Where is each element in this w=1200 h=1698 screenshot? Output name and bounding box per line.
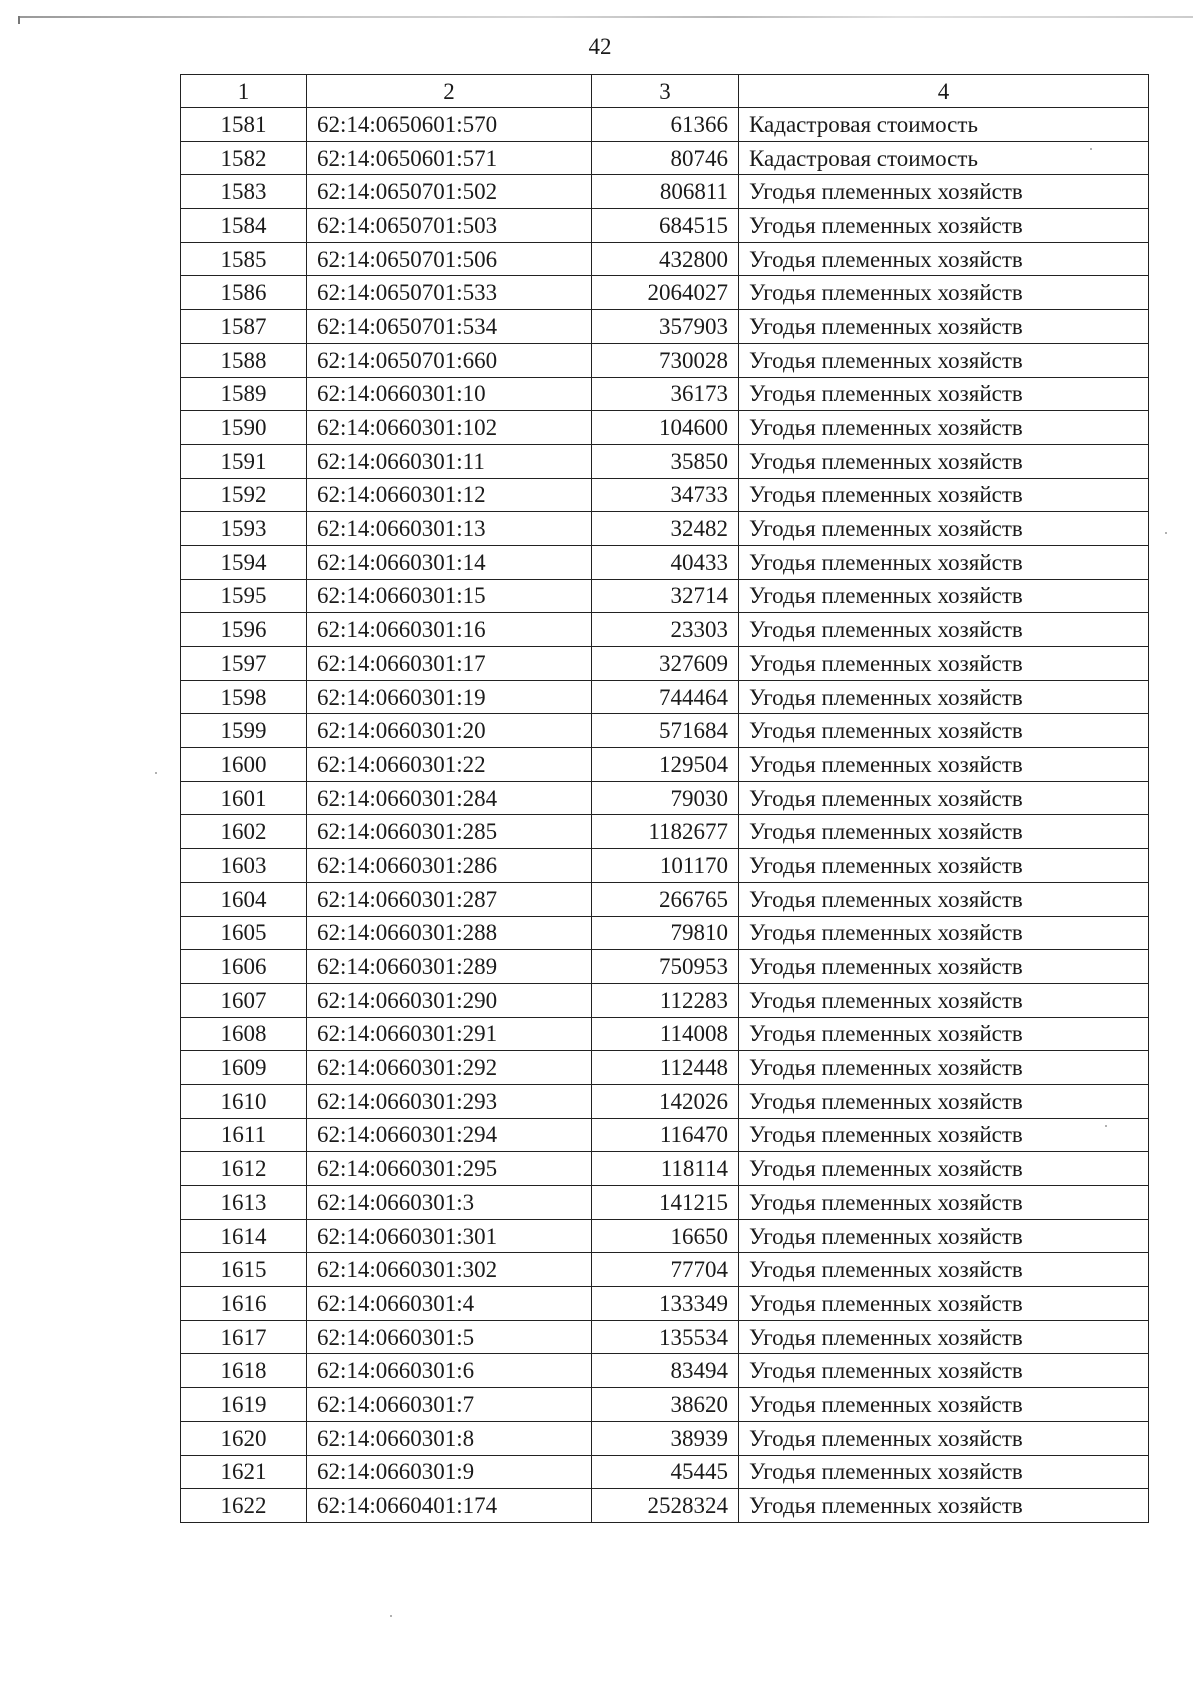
table-row (181, 1421, 1149, 1455)
cadastral-value: 45445 (592, 1455, 739, 1489)
row-number: 1589 (181, 377, 307, 411)
cadastral-number: 62:14:0660301:17 (307, 647, 592, 681)
row-number: 1616 (181, 1287, 307, 1321)
land-category: Угодья племенных хозяйств (739, 512, 1149, 546)
table-row (181, 1287, 1149, 1321)
row-number: 1588 (181, 343, 307, 377)
cadastral-value: 327609 (592, 647, 739, 681)
table-row (181, 1219, 1149, 1253)
cadastral-value: 61366 (592, 108, 739, 142)
row-number: 1604 (181, 882, 307, 916)
cadastral-number: 62:14:0660301:288 (307, 916, 592, 950)
cadastral-value: 1182677 (592, 815, 739, 849)
cadastral-value: 684515 (592, 209, 739, 243)
row-number: 1597 (181, 647, 307, 681)
cadastral-value: 133349 (592, 1287, 739, 1321)
land-category: Угодья племенных хозяйств (739, 175, 1149, 209)
cadastral-value: 116470 (592, 1118, 739, 1152)
table-row (181, 377, 1149, 411)
row-number: 1609 (181, 1051, 307, 1085)
table-row (181, 1354, 1149, 1388)
row-number: 1608 (181, 1017, 307, 1051)
land-category: Угодья племенных хозяйств (739, 276, 1149, 310)
scan-speck (390, 1615, 392, 1617)
cadastral-number: 62:14:0660301:291 (307, 1017, 592, 1051)
cadastral-number: 62:14:0660301:287 (307, 882, 592, 916)
row-number: 1592 (181, 478, 307, 512)
table-row (181, 815, 1149, 849)
land-category: Угодья племенных хозяйств (739, 1354, 1149, 1388)
cadastral-number: 62:14:0660301:5 (307, 1320, 592, 1354)
cadastral-value: 432800 (592, 242, 739, 276)
cadastral-number: 62:14:0660301:293 (307, 1084, 592, 1118)
table-row (181, 108, 1149, 142)
scan-speck (1090, 148, 1092, 150)
cadastral-value: 129504 (592, 748, 739, 782)
cadastral-value: 730028 (592, 343, 739, 377)
land-category: Угодья племенных хозяйств (739, 1388, 1149, 1422)
cadastral-number: 62:14:0660301:4 (307, 1287, 592, 1321)
cadastral-number: 62:14:0650601:571 (307, 141, 592, 175)
land-category: Угодья племенных хозяйств (739, 579, 1149, 613)
land-category: Угодья племенных хозяйств (739, 748, 1149, 782)
land-category: Угодья племенных хозяйств (739, 377, 1149, 411)
row-number: 1585 (181, 242, 307, 276)
cadastral-value: 79810 (592, 916, 739, 950)
land-category: Угодья племенных хозяйств (739, 310, 1149, 344)
land-parcel-table (180, 74, 1149, 1523)
land-category: Угодья племенных хозяйств (739, 950, 1149, 984)
scan-speck (155, 772, 157, 774)
land-category: Угодья племенных хозяйств (739, 781, 1149, 815)
land-category: Угодья племенных хозяйств (739, 1186, 1149, 1220)
row-number: 1590 (181, 411, 307, 445)
row-number: 1596 (181, 613, 307, 647)
cadastral-number: 62:14:0650701:506 (307, 242, 592, 276)
cadastral-number: 62:14:0660301:286 (307, 849, 592, 883)
cadastral-number: 62:14:0660301:295 (307, 1152, 592, 1186)
cadastral-number: 62:14:0650701:503 (307, 209, 592, 243)
cadastral-value: 112448 (592, 1051, 739, 1085)
land-category: Угодья племенных хозяйств (739, 209, 1149, 243)
row-number: 1617 (181, 1320, 307, 1354)
cadastral-number: 62:14:0660301:8 (307, 1421, 592, 1455)
cadastral-number: 62:14:0660301:292 (307, 1051, 592, 1085)
cadastral-value: 38939 (592, 1421, 739, 1455)
table-row (181, 209, 1149, 243)
cadastral-number: 62:14:0660301:12 (307, 478, 592, 512)
cadastral-value: 32482 (592, 512, 739, 546)
cadastral-value: 118114 (592, 1152, 739, 1186)
cadastral-value: 135534 (592, 1320, 739, 1354)
row-number: 1603 (181, 849, 307, 883)
row-number: 1613 (181, 1186, 307, 1220)
cadastral-value: 80746 (592, 141, 739, 175)
table-row (181, 545, 1149, 579)
cadastral-value: 266765 (592, 882, 739, 916)
column-header-4: 4 (739, 75, 1149, 108)
land-category: Угодья племенных хозяйств (739, 1421, 1149, 1455)
cadastral-number: 62:14:0660301:294 (307, 1118, 592, 1152)
land-category: Угодья племенных хозяйств (739, 1320, 1149, 1354)
cadastral-number: 62:14:0660301:15 (307, 579, 592, 613)
table-row (181, 1084, 1149, 1118)
land-category: Угодья племенных хозяйств (739, 1017, 1149, 1051)
column-header-3: 3 (592, 75, 739, 108)
table-row (181, 411, 1149, 445)
row-number: 1599 (181, 714, 307, 748)
land-category: Угодья племенных хозяйств (739, 242, 1149, 276)
table-row (181, 613, 1149, 647)
cadastral-value: 104600 (592, 411, 739, 445)
land-category: Угодья племенных хозяйств (739, 343, 1149, 377)
cadastral-value: 571684 (592, 714, 739, 748)
cadastral-value: 38620 (592, 1388, 739, 1422)
land-category: Угодья племенных хозяйств (739, 647, 1149, 681)
row-number: 1594 (181, 545, 307, 579)
land-category: Угодья племенных хозяйств (739, 1051, 1149, 1085)
cadastral-number: 62:14:0660301:9 (307, 1455, 592, 1489)
land-category: Угодья племенных хозяйств (739, 1253, 1149, 1287)
table-row (181, 1186, 1149, 1220)
cadastral-number: 62:14:0660301:10 (307, 377, 592, 411)
cadastral-number: 62:14:0660301:20 (307, 714, 592, 748)
land-category: Угодья племенных хозяйств (739, 849, 1149, 883)
table-row (181, 916, 1149, 950)
cadastral-value: 34733 (592, 478, 739, 512)
cadastral-value: 79030 (592, 781, 739, 815)
table-row (181, 849, 1149, 883)
cadastral-number: 62:14:0660301:102 (307, 411, 592, 445)
cadastral-value: 142026 (592, 1084, 739, 1118)
table-row (181, 882, 1149, 916)
table-row (181, 1320, 1149, 1354)
table-row (181, 647, 1149, 681)
row-number: 1593 (181, 512, 307, 546)
table-row (181, 748, 1149, 782)
cadastral-number: 62:14:0660301:22 (307, 748, 592, 782)
row-number: 1620 (181, 1421, 307, 1455)
cadastral-number: 62:14:0660301:285 (307, 815, 592, 849)
table-row (181, 276, 1149, 310)
cadastral-value: 750953 (592, 950, 739, 984)
table-row (181, 579, 1149, 613)
row-number: 1605 (181, 916, 307, 950)
cadastral-value: 112283 (592, 983, 739, 1017)
row-number: 1607 (181, 983, 307, 1017)
table-row (181, 1017, 1149, 1051)
land-category: Угодья племенных хозяйств (739, 714, 1149, 748)
cadastral-number: 62:14:0650701:660 (307, 343, 592, 377)
table-row (181, 512, 1149, 546)
cadastral-value: 16650 (592, 1219, 739, 1253)
row-number: 1581 (181, 108, 307, 142)
cadastral-value: 101170 (592, 849, 739, 883)
cadastral-number: 62:14:0660301:289 (307, 950, 592, 984)
cadastral-number: 62:14:0660301:13 (307, 512, 592, 546)
cadastral-value: 23303 (592, 613, 739, 647)
land-category: Угодья племенных хозяйств (739, 983, 1149, 1017)
table-row (181, 1388, 1149, 1422)
row-number: 1606 (181, 950, 307, 984)
scan-speck (1165, 532, 1167, 534)
cadastral-number: 62:14:0660301:19 (307, 680, 592, 714)
row-number: 1615 (181, 1253, 307, 1287)
cadastral-value: 2064027 (592, 276, 739, 310)
row-number: 1583 (181, 175, 307, 209)
row-number: 1601 (181, 781, 307, 815)
cadastral-number: 62:14:0660301:7 (307, 1388, 592, 1422)
land-category: Кадастровая стоимость (739, 141, 1149, 175)
table-row (181, 714, 1149, 748)
table-row (181, 343, 1149, 377)
table-row (181, 983, 1149, 1017)
table-row (181, 141, 1149, 175)
land-category: Угодья племенных хозяйств (739, 882, 1149, 916)
table-row (181, 680, 1149, 714)
cadastral-number: 62:14:0650601:570 (307, 108, 592, 142)
cadastral-number: 62:14:0660301:6 (307, 1354, 592, 1388)
row-number: 1584 (181, 209, 307, 243)
table-row (181, 950, 1149, 984)
cadastral-value: 77704 (592, 1253, 739, 1287)
land-category: Угодья племенных хозяйств (739, 444, 1149, 478)
land-category: Кадастровая стоимость (739, 108, 1149, 142)
cadastral-number: 62:14:0660301:301 (307, 1219, 592, 1253)
row-number: 1595 (181, 579, 307, 613)
land-category: Угодья племенных хозяйств (739, 916, 1149, 950)
row-number: 1591 (181, 444, 307, 478)
land-category: Угодья племенных хозяйств (739, 1152, 1149, 1186)
column-header-2: 2 (307, 75, 592, 108)
cadastral-value: 744464 (592, 680, 739, 714)
land-category: Угодья племенных хозяйств (739, 815, 1149, 849)
row-number: 1611 (181, 1118, 307, 1152)
cadastral-value: 114008 (592, 1017, 739, 1051)
table-row (181, 1455, 1149, 1489)
table-row (181, 1051, 1149, 1085)
cadastral-number: 62:14:0660301:16 (307, 613, 592, 647)
land-category: Угодья племенных хозяйств (739, 1084, 1149, 1118)
land-category: Угодья племенных хозяйств (739, 613, 1149, 647)
cadastral-number: 62:14:0650701:502 (307, 175, 592, 209)
table-row (181, 1152, 1149, 1186)
cadastral-value: 83494 (592, 1354, 739, 1388)
cadastral-value: 35850 (592, 444, 739, 478)
land-category: Угодья племенных хозяйств (739, 1118, 1149, 1152)
table-row (181, 1118, 1149, 1152)
row-number: 1598 (181, 680, 307, 714)
row-number: 1618 (181, 1354, 307, 1388)
row-number: 1621 (181, 1455, 307, 1489)
cadastral-number: 62:14:0660301:284 (307, 781, 592, 815)
land-category: Угодья племенных хозяйств (739, 680, 1149, 714)
row-number: 1619 (181, 1388, 307, 1422)
cadastral-value: 357903 (592, 310, 739, 344)
row-number: 1586 (181, 276, 307, 310)
cadastral-number: 62:14:0650701:534 (307, 310, 592, 344)
table-row (181, 242, 1149, 276)
cadastral-number: 62:14:0660301:290 (307, 983, 592, 1017)
cadastral-number: 62:14:0650701:533 (307, 276, 592, 310)
cadastral-number: 62:14:0660301:3 (307, 1186, 592, 1220)
cadastral-number: 62:14:0660401:174 (307, 1489, 592, 1523)
land-category: Угодья племенных хозяйств (739, 1489, 1149, 1523)
page-number: 42 (588, 34, 612, 59)
cadastral-value: 141215 (592, 1186, 739, 1220)
row-number: 1582 (181, 141, 307, 175)
land-category: Угодья племенных хозяйств (739, 545, 1149, 579)
table-row (181, 1489, 1149, 1523)
row-number: 1600 (181, 748, 307, 782)
cadastral-value: 2528324 (592, 1489, 739, 1523)
row-number: 1602 (181, 815, 307, 849)
cadastral-number: 62:14:0660301:14 (307, 545, 592, 579)
row-number: 1612 (181, 1152, 307, 1186)
cadastral-value: 32714 (592, 579, 739, 613)
table-row (181, 781, 1149, 815)
table-row (181, 1253, 1149, 1287)
cadastral-value: 36173 (592, 377, 739, 411)
cadastral-value: 806811 (592, 175, 739, 209)
table-row (181, 444, 1149, 478)
land-category: Угодья племенных хозяйств (739, 478, 1149, 512)
row-number: 1587 (181, 310, 307, 344)
land-category: Угодья племенных хозяйств (739, 1455, 1149, 1489)
table-body (181, 108, 1149, 1523)
table-row (181, 478, 1149, 512)
land-category: Угодья племенных хозяйств (739, 1219, 1149, 1253)
row-number: 1610 (181, 1084, 307, 1118)
table-row (181, 310, 1149, 344)
column-header-1: 1 (181, 75, 307, 108)
scan-edge-tick (18, 16, 20, 24)
cadastral-value: 40433 (592, 545, 739, 579)
table-row (181, 175, 1149, 209)
cadastral-number: 62:14:0660301:302 (307, 1253, 592, 1287)
row-number: 1622 (181, 1489, 307, 1523)
scan-speck (1105, 1125, 1107, 1127)
scan-edge-line (18, 16, 1193, 18)
land-category: Угодья племенных хозяйств (739, 1287, 1149, 1321)
header-row (181, 75, 1149, 108)
row-number: 1614 (181, 1219, 307, 1253)
cadastral-number: 62:14:0660301:11 (307, 444, 592, 478)
land-category: Угодья племенных хозяйств (739, 411, 1149, 445)
